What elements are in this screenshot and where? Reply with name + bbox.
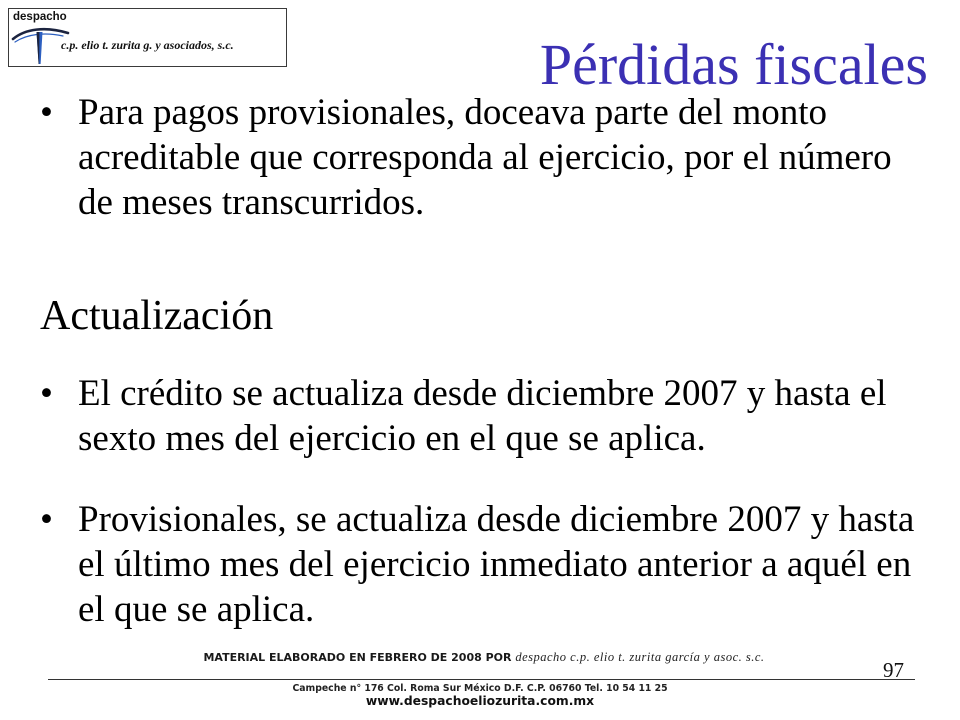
bullet-marker: • xyxy=(40,92,53,133)
bullet-text-line: Provisionales, se actualiza desde diciembre 2007 y hasta xyxy=(78,499,915,540)
footer-credit-firm: despacho c.p. elio t. zurita garcía y asoc. s.c. xyxy=(515,650,765,664)
footer-credit xyxy=(0,650,960,665)
bullet-text-line: sexto mes del ejercicio en el que se aplica. xyxy=(78,418,706,459)
bullet-text-line: el que se aplica. xyxy=(78,589,315,630)
section-heading: Actualización xyxy=(40,293,274,339)
footer-divider xyxy=(48,679,915,680)
logo-stem-shadow xyxy=(37,32,40,64)
bullet-text-line: acreditable que corresponda al ejercicio, por el número xyxy=(78,137,892,178)
company-logo xyxy=(8,8,287,67)
footer-address: Campeche n° 176 Col. Roma Sur México D.F. C.P. 06760 Tel. 10 54 11 25 xyxy=(292,683,668,694)
logo-brand-word: despacho xyxy=(13,11,67,23)
bullet-marker: • xyxy=(40,499,53,540)
footer-website: www.despachoeliozurita.com.mx xyxy=(365,694,595,708)
bullet-text-line: Para pagos provisionales, doceava parte del monto xyxy=(78,92,828,133)
page-number: 97 xyxy=(883,658,904,682)
slide-title: Pérdidas fiscales xyxy=(539,32,928,97)
bullet-marker: • xyxy=(40,373,53,414)
logo-firm-name: c.p. elio t. zurita g. y asociados, s.c. xyxy=(61,38,234,52)
bullet-text-line: de meses transcurridos. xyxy=(78,182,425,223)
footer-credit-prefix: MATERIAL ELABORADO EN FEBRERO DE 2008 POR xyxy=(203,651,512,664)
bullet-text-line: el último mes del ejercicio inmediato anterior a aquél en xyxy=(78,544,912,585)
bullet-text-line: El crédito se actualiza desde diciembre 2007 y hasta el xyxy=(78,373,887,414)
